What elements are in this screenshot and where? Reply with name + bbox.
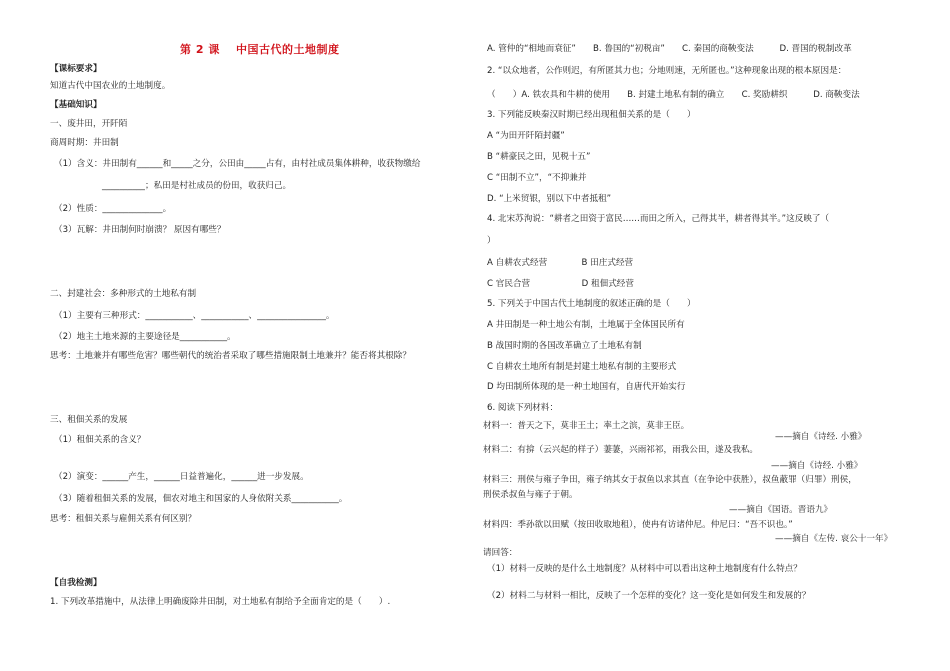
q3-option-d: D. “上米贸银，别以下中者抵租” <box>487 194 612 204</box>
section-2-think: 思考：土地兼并有哪些危害？哪些朝代的统治者采取了哪些措施限制土地兼并？能否将其根除？ <box>50 351 411 361</box>
section-3-think: 思考：租佃关系与雇佣关系有何区别？ <box>50 514 197 524</box>
q5-option-d: D 均田制所体现的是一种土地国有，自唐代开始实行 <box>487 382 686 392</box>
heading-self-check: 【自我检测】 <box>50 578 102 588</box>
material-4-source: ——摘自《左传. 哀公十一年》 <box>775 534 893 544</box>
material-2-source: ——摘自《诗经. 小雅》 <box>771 461 863 471</box>
question-2: 2. “以众地者，公作则迟，有所匿其力也；分地则速，无所匿也。”这种现象出现的根本原因是： <box>487 66 847 76</box>
section-1-q3: （3）瓦解：井田制何时崩溃？ 原因有哪些？ <box>54 225 226 235</box>
standard-text: 知道古代中国农业的土地制度。 <box>50 81 171 91</box>
q1-options: A. 管仲的“相地而衰征” B. 鲁国的“初税亩” C. 秦国的商鞅变法 D. 晋国的税制改革 <box>487 44 852 54</box>
answer-1: （1）材料一反映的是什么土地制度？从材料中可以看出这种土地制度有什么特点？ <box>487 564 802 574</box>
section-3-q3: （3）随着租佃关系的发展，佃农对地主和国家的人身依附关系___________。 <box>54 494 348 504</box>
material-4: 材料四：季孙欲以田赋（按田收取地租），使冉有访诸仲尼。仲尼曰：“吾不识也。” <box>483 520 793 530</box>
heading-standard: 【课标要求】 <box>50 64 102 74</box>
section-1-q1a: （1）含义：井田制有______和_____之分，公田由_____占有，由村社成员集体耕种，收获物缴给 <box>54 159 421 169</box>
heading-basic: 【基础知识】 <box>50 100 102 110</box>
section-2-q1: （1）主要有三种形式：___________、___________、________________。 <box>54 311 335 321</box>
q4-options-ab: A 自耕农式经营 B 田庄式经营 <box>487 258 634 268</box>
question-1: 1. 下列改革措施中，从法律上明确废除井田制，对土地私有制给予全面肯定的是（ ）. <box>50 597 391 607</box>
q5-option-c: C 自耕农土地所有制是封建土地私有制的主要形式 <box>487 362 677 372</box>
question-6: 6. 阅读下列材料： <box>487 403 559 413</box>
section-3-title: 三、租佃关系的发展 <box>50 415 128 425</box>
answer-prompt: 请回答： <box>483 548 518 558</box>
material-3b: 刑侯杀叔鱼与雍子于朝。 <box>483 490 578 500</box>
lesson-number: 第 2 课 <box>180 43 220 56</box>
q5-option-b: B 战国时期的各国改革确立了土地私有制 <box>487 341 642 351</box>
material-1: 材料一：普天之下，莫非王土；率土之滨，莫非王臣。 <box>483 421 690 431</box>
material-1-source: ——摘自《诗经. 小雅》 <box>775 432 867 442</box>
question-4-end: ） <box>487 236 496 246</box>
section-1-q1b: __________；私田是村社成员的份田，收获归己。 <box>102 181 292 191</box>
material-3a: 材料三：刑侯与雍子争田，雍子纳其女于叔鱼以求其直（在争论中获胜），叔鱼蔽罪（归罪）刑侯， <box>483 475 857 485</box>
q2-options: （ ）A. 铁农具和牛耕的使用 B. 封建土地私有制的确立 C. 奖励耕织 D. 商鞅变法 <box>487 90 860 100</box>
section-1-sub: 商周时期：井田制 <box>50 138 119 148</box>
right-column <box>475 0 950 671</box>
question-3: 3. 下列能反映秦汉时期已经出现租佃关系的是（ ） <box>487 110 696 120</box>
section-2-q2: （2）地主土地来源的主要途径是___________。 <box>54 332 236 342</box>
q3-option-a: A “为田开阡陌封疆” <box>487 131 565 141</box>
answer-2: （2）材料二与材料一相比，反映了一个怎样的变化？这一变化是如何发生和发展的？ <box>487 591 811 601</box>
material-3-source: ——摘自《国语。晋语九》 <box>729 505 833 515</box>
section-2-title: 二、封建社会：多种形式的土地私有制 <box>50 289 197 299</box>
question-5: 5. 下列关于中国古代土地制度的叙述正确的是（ ） <box>487 299 696 309</box>
section-3-q1: （1）租佃关系的含义？ <box>54 435 146 445</box>
section-3-q2: （2）演变：______产生，______日益普遍化，______进一步发展。 <box>54 472 309 482</box>
q4-options-cd: C 官民合营 D 租佃式经营 <box>487 279 634 289</box>
q5-option-a: A 井田制是一种土地公有制，土地属于全体国民所有 <box>487 320 685 330</box>
q3-option-c: C “田制不立”，“不抑兼并 <box>487 173 587 183</box>
lesson-title: 中国古代的土地制度 <box>236 43 340 56</box>
material-2: 材料二：有揜（云兴起的样子）萋萋，兴雨祁祁，雨我公田，遂及我私。 <box>483 445 759 455</box>
section-1-q2: （2）性质：______________。 <box>54 204 172 214</box>
question-4: 4. 北宋苏洵说：“耕者之田资于富民……而田之所入，己得其半，耕者得其半。”这反映了（ <box>487 214 830 224</box>
q3-option-b: B “耕豪民之田，见税十五” <box>487 152 591 162</box>
section-1-title: 一、废井田，开阡陌 <box>50 119 128 129</box>
